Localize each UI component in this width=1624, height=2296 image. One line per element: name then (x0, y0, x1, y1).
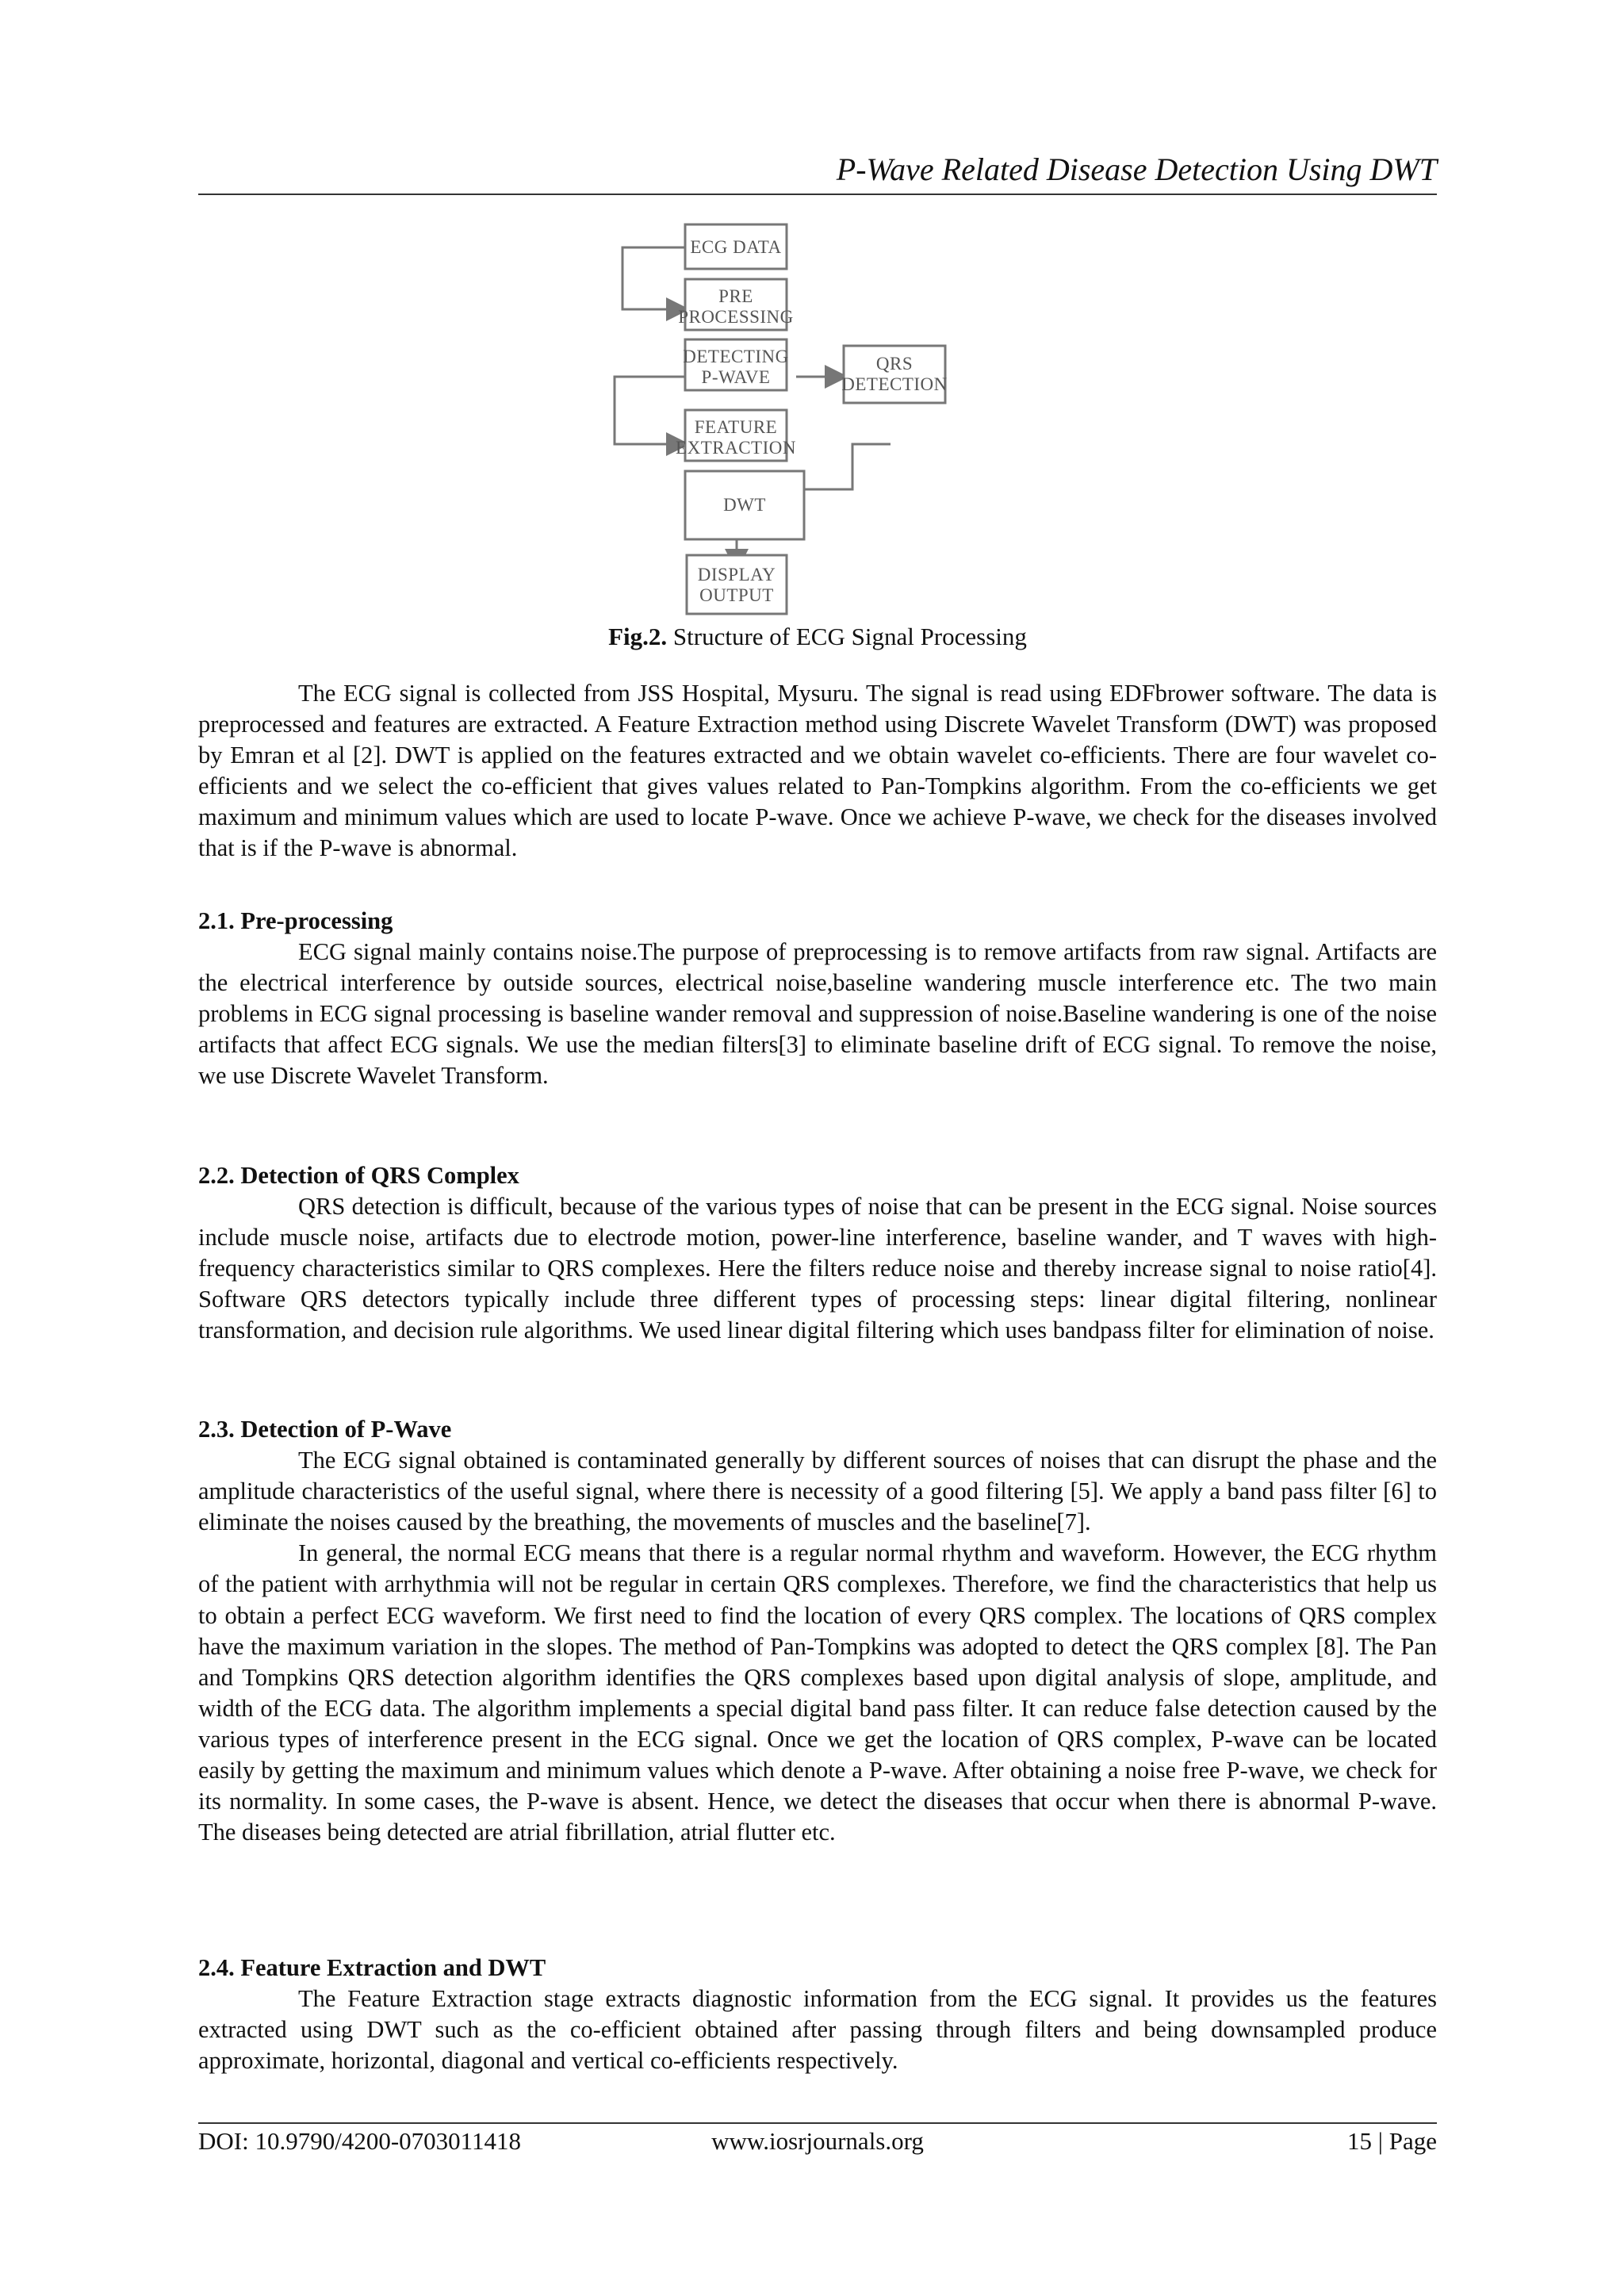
box-display-line2: OUTPUT (699, 585, 774, 605)
box-display-output (687, 555, 787, 614)
footer-page-number: 15 | Page (1347, 2127, 1437, 2155)
figure-caption-text: Structure of ECG Signal Processing (667, 623, 1027, 650)
box-qrs-line1: QRS (875, 354, 914, 374)
box-pre-processing-line1: PRE (718, 286, 753, 306)
section-heading: 2.3. Detection of P-Wave (198, 1416, 452, 1443)
section-feature-extraction (198, 1953, 1437, 2076)
section-heading: 2.4. Feature Extraction and DWT (198, 1954, 546, 1981)
section-heading: 2.1. Pre-processing (198, 907, 393, 934)
ecg-flowchart (611, 222, 1055, 619)
section-heading: 2.2. Detection of QRS Complex (198, 1162, 519, 1189)
intro-block (198, 678, 1437, 864)
intro-paragraph: The ECG signal is collected from JSS Hospital, Mysuru. The signal is read using EDFbrower software. The data is preprocessed and features are extracted. A Feature Extraction method using Discrete Wavelet Transform (DWT) was proposed by Emran et al [2]. DWT is applied on the features extracted and we obtain wavelet co-efficients. There are four wavelet co-efficients and we select the co-efficient that gives values related to Pan-Tompkins algorithm. From the co-efficients we get maximum and minimum values which are used to locate P-wave. Once we achieve P-wave, we check for the diseases involved that is if the P-wave is abnormal. (198, 680, 1437, 862)
box-feature-extraction (676, 410, 796, 461)
box-pre-processing (678, 279, 794, 330)
section-qrs-detection (198, 1160, 1437, 1347)
figure-caption (198, 622, 1437, 652)
box-ecg-data (685, 224, 787, 269)
box-ecg-data-label: ECG DATA (690, 237, 782, 257)
loop-right-lower (804, 444, 891, 489)
running-title: P-Wave Related Disease Detection Using DWT (836, 151, 1437, 187)
box-feature-line1: FEATURE (694, 417, 778, 437)
section-pre-processing (198, 906, 1437, 1092)
footer-doi: DOI: 10.9790/4200-0703011418 (198, 2127, 521, 2155)
section-p-wave-detection (198, 1414, 1437, 1848)
figure-caption-label: Fig.2. (608, 623, 668, 650)
footer-rule (198, 2122, 1437, 2124)
section-paragraph: ECG signal mainly contains noise.The purpose of preprocessing is to remove artifacts from raw signal. Artifacts are the electrical interference by outside sources, electrical noise,baseline wandering muscle interference etc. The two main problems in ECG signal processing is baseline wander removal and suppression of noise.Baseline wandering is one of the noise artifacts that affect ECG signals. We use the median filters[3] to eliminate baseline drift of ECG signal. To remove the noise, we use Discrete Wavelet Transform. (198, 938, 1437, 1090)
loop-left-upper (622, 247, 685, 309)
ecg-flowchart-figure (611, 222, 1055, 619)
box-detecting-p-wave (683, 339, 789, 390)
loop-left-lower (615, 377, 685, 444)
box-detecting-line1: DETECTING (683, 347, 789, 366)
header-rule (198, 194, 1437, 195)
footer-website: www.iosrjournals.org (711, 2127, 924, 2155)
section-paragraph: The ECG signal obtained is contaminated generally by different sources of noises that can disrupt the phase and the amplitude characteristics of the useful signal, where there is necessity of a good filtering [5]. We apply a band pass filter [6] to eliminate the noises caused by the breathing, the movements of muscles and the baseline[7]. (198, 1447, 1437, 1536)
box-detecting-line2: P-WAVE (701, 367, 771, 387)
section-paragraph: The Feature Extraction stage extracts diagnostic information from the ECG signal. It provides us the features extracted using DWT such as the co-efficient obtained after passing through filters and being downsampled produce approximate, horizontal, diagonal and vertical co-efficients respectively. (198, 1985, 1437, 2075)
box-dwt (685, 471, 804, 539)
box-qrs-line2: DETECTION (841, 374, 948, 394)
box-dwt-label: DWT (723, 495, 766, 515)
box-pre-processing-line2: PROCESSING (678, 307, 794, 327)
section-paragraph: QRS detection is difficult, because of the various types of noise that can be present in the ECG signal. Noise sources include muscle noise, artifacts due to electrode motion, power-line interference, baseline wander, and T waves with high-frequency characteristics similar to QRS complexes. Here the filters reduce noise and thereby increase signal to noise ratio[4]. Software QRS detectors typically include three different types of processing steps: linear digital filtering, nonlinear transformation, and decision rule algorithms. We used linear digital filtering which uses bandpass filter for elimination of noise. (198, 1193, 1437, 1344)
box-qrs-detection (841, 346, 948, 403)
box-feature-line2: EXTRACTION (676, 438, 796, 458)
box-display-line1: DISPLAY (697, 565, 776, 585)
section-paragraph: In general, the normal ECG means that there is a regular normal rhythm and waveform. However, the ECG rhythm of the patient with arrhythmia will not be regular in certain QRS complexes. Therefore, we find the characteristics that help us to obtain a perfect ECG waveform. We first need to find the location of every QRS complex. The locations of QRS complex have the maximum variation in the slopes. The method of Pan-Tompkins was adopted to detect the QRS complex [8]. The Pan and Tompkins QRS detection algorithm identifies the QRS complexes based upon digital analysis of slope, amplitude, and width of the ECG data. The algorithm implements a special digital band pass filter. It can reduce false detection caused by the various types of interference present in the ECG signal. Once we get the location of QRS complex, P-wave can be located easily by getting the maximum and minimum values which denote a P-wave. After obtaining a noise free P-wave, we check for its normality. In some cases, the P-wave is absent. Hence, we detect the diseases that occur when there is abnormal P-wave. The diseases being detected are atrial fibrillation, atrial flutter etc. (198, 1539, 1437, 1846)
